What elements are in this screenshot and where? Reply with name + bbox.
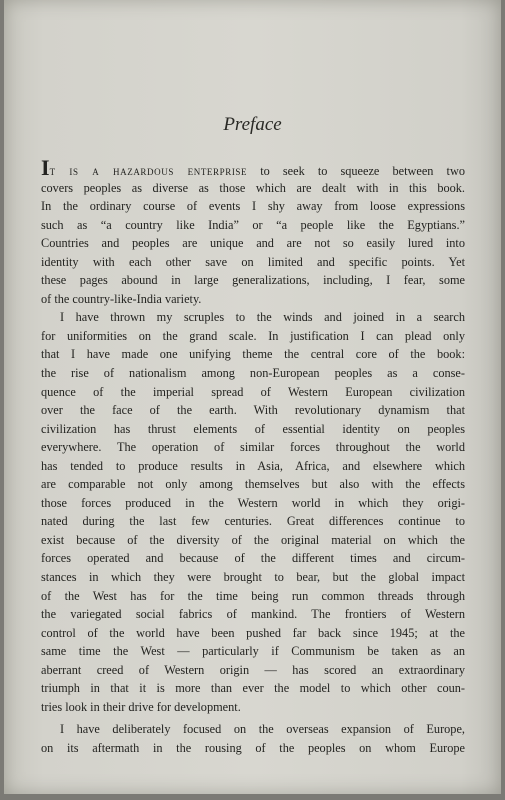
text-line: everywhere. The operation of similar forces throughout the world [41,440,465,455]
text-line: such as “a country like India” or “a people like the Egyptians.” [41,217,465,232]
text-line: those forces produced in the Western world in which they origi- [41,495,465,510]
paragraph-2 [41,308,465,716]
text-line: on its aftermath in the rousing of the peoples on whom Europe [41,740,465,755]
text-line: stances in which they were brought to bear, but the global impact [41,570,465,585]
drop-cap: I [41,155,50,180]
opening-small-caps: t is a hazardous enterprise [49,164,248,178]
text-line: Countries and peoples are unique and are not so easily lured into [41,236,465,251]
text-line: covers peoples as diverse as those which are dealt with in this book. [41,180,465,195]
text-line: In the ordinary course of events I shy away from loose expressions [41,199,465,214]
paragraph-3 [41,720,465,757]
text-line: of the country-like-India variety. [41,291,202,306]
text-line: I have deliberately focused on the overseas expansion of Europe, [60,722,465,737]
text-line: same time the West — particularly if Communism be taken as an [41,644,465,659]
text-line: are comparable not only among themselves but also with the effects [41,477,465,492]
text-line: the rise of nationalism among non-European peoples as a conse- [41,366,465,381]
text-line: for uniformities on the grand scale. In justification I can plead only [41,328,465,343]
text-line: the variegated social fabrics of mankind. The frontiers of Western [41,607,465,622]
text-line: over the face of the earth. With revolutionary dynamism that [41,403,465,418]
page-title: Preface [223,114,282,135]
text-line: has tended to produce results in Asia, Africa, and elsewhere which [41,458,465,473]
text-line: exist because of the diversity of the original material on which the [41,532,465,547]
text-line: aberrant creed of Western origin — has scored an extraordinary [41,662,465,677]
text-line: of the West has for the time being run common threads through [41,588,465,603]
text-line: triumph in that it is more than ever the model to which other coun- [41,681,465,696]
text-line [41,155,465,180]
text-line: quence of the imperial spread of Western European civilization [41,384,465,399]
text-line: nated during the last few centuries. Great differences continue to [41,514,465,529]
text-line: tries look in their drive for development. [41,699,241,714]
text-line: I have thrown my scruples to the winds and joined in a search [60,310,465,325]
text-line: control of the world have been pushed far back since 1945; at the [41,625,465,640]
text-line: identity with each other save on limited and specific points. Yet [41,254,465,269]
text-line: forces operated and because of the different times and circum- [41,551,465,566]
text-line: that I have made one unifying theme the central core of the book: [41,347,465,362]
body-text [41,155,465,758]
text-line: civilization has thrust elements of essential identity on peoples [41,421,465,436]
text-line: these pages abound in large generalizations, including, I fear, some [41,273,465,288]
paragraph-1 [41,155,465,308]
text-line-part: to seek to squeeze between two [247,164,465,178]
